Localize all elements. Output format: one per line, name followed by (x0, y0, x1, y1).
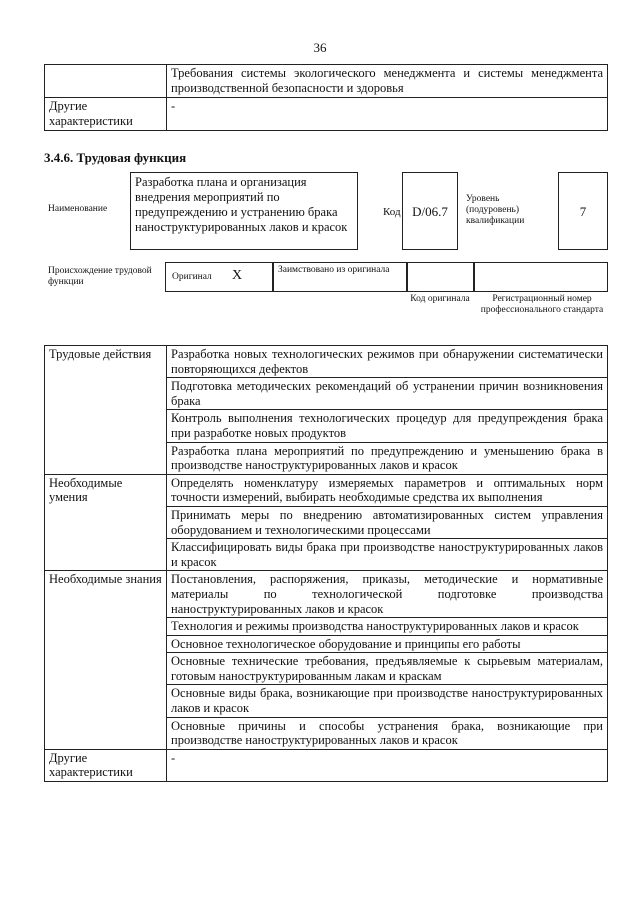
top-table-value: Требования системы экологического менеджмента и системы менеджмента производственной безопасности и здоровья (167, 65, 608, 98)
group-label: Трудовые действия (45, 346, 167, 475)
original-label: Оригинал (172, 272, 212, 282)
section-title: 3.4.6. Трудовая функция (44, 150, 187, 165)
level-label: Уровень (подуровень) квалификации (466, 194, 525, 226)
reg-number-cell (474, 262, 608, 292)
table-row: Основное технологическое оборудование и принципы его работы (167, 635, 608, 653)
group-label: Другие характеристики (45, 749, 167, 781)
table-row: Постановления, распоряжения, приказы, методические и нормативные материалы по технологической подготовке производства наноструктурированных лаков и красок (167, 571, 608, 618)
main-table (44, 345, 608, 782)
table-row: Классифицировать виды брака при производстве наноструктурированных лаков и красок (167, 539, 608, 571)
table-row: Основные причины и способы устранения брака, возникающие при производстве наноструктурированных лаков и красок (167, 717, 608, 749)
top-table-value: - (167, 98, 608, 131)
table-row: Принимать меры по внедрению автоматизированных систем управления оборудованием и технологическими процессами (167, 506, 608, 538)
code-caption: Код оригинала (410, 294, 470, 304)
code-label: Код (383, 206, 401, 218)
table-row: - (167, 749, 608, 781)
table-row: Подготовка методических рекомендаций об устранении причин возникновения брака (167, 378, 608, 410)
top-table-label-empty (45, 65, 167, 98)
name-label: Наименование (48, 204, 108, 214)
table-row: Основные виды брака, возникающие при производстве наноструктурированных лаков и красок (167, 685, 608, 717)
table-row: Разработка новых технологических режимов при обнаружении систематически повторяющихся дефектов (167, 346, 608, 378)
level-value: 7 (558, 172, 608, 250)
group-label: Необходимые умения (45, 474, 167, 571)
code-value: D/06.7 (402, 172, 458, 250)
origin-label: Происхождение трудовой функции (48, 266, 152, 287)
group-label: Необходимые знания (45, 571, 167, 750)
table-row: Основные технические требования, предъявляемые к сырьевым материалам, готовым наноструктурированным лакам и краскам (167, 653, 608, 685)
top-table (44, 64, 608, 131)
table-row: Разработка плана мероприятий по предупреждению и уменьшению брака в производстве наноструктурированных лаков и красок (167, 442, 608, 474)
top-table-label: Другие характеристики (45, 98, 167, 131)
function-name: Разработка плана и организация внедрения мероприятий по предупреждению и устранению брака наноструктурированных лаков и красок (130, 172, 358, 250)
original-code-cell (407, 262, 474, 292)
original-mark: X (232, 268, 243, 283)
table-row: Технология и режимы производства наноструктурированных лаков и красок (167, 618, 608, 636)
original-cell (165, 262, 273, 292)
borrowed-cell: Заимствовано из оригинала (273, 262, 407, 292)
page-number: 36 (313, 40, 327, 55)
table-row: Контроль выполнения технологических процедур для предупреждения брака при разработке новых продуктов (167, 410, 608, 442)
table-row: Определять номенклатуру измеряемых параметров и оптимальных норм точности измерений, выбирать необходимые средства их выполнения (167, 474, 608, 506)
reg-caption: Регистрационный номер профессионального стандарта (480, 294, 604, 315)
